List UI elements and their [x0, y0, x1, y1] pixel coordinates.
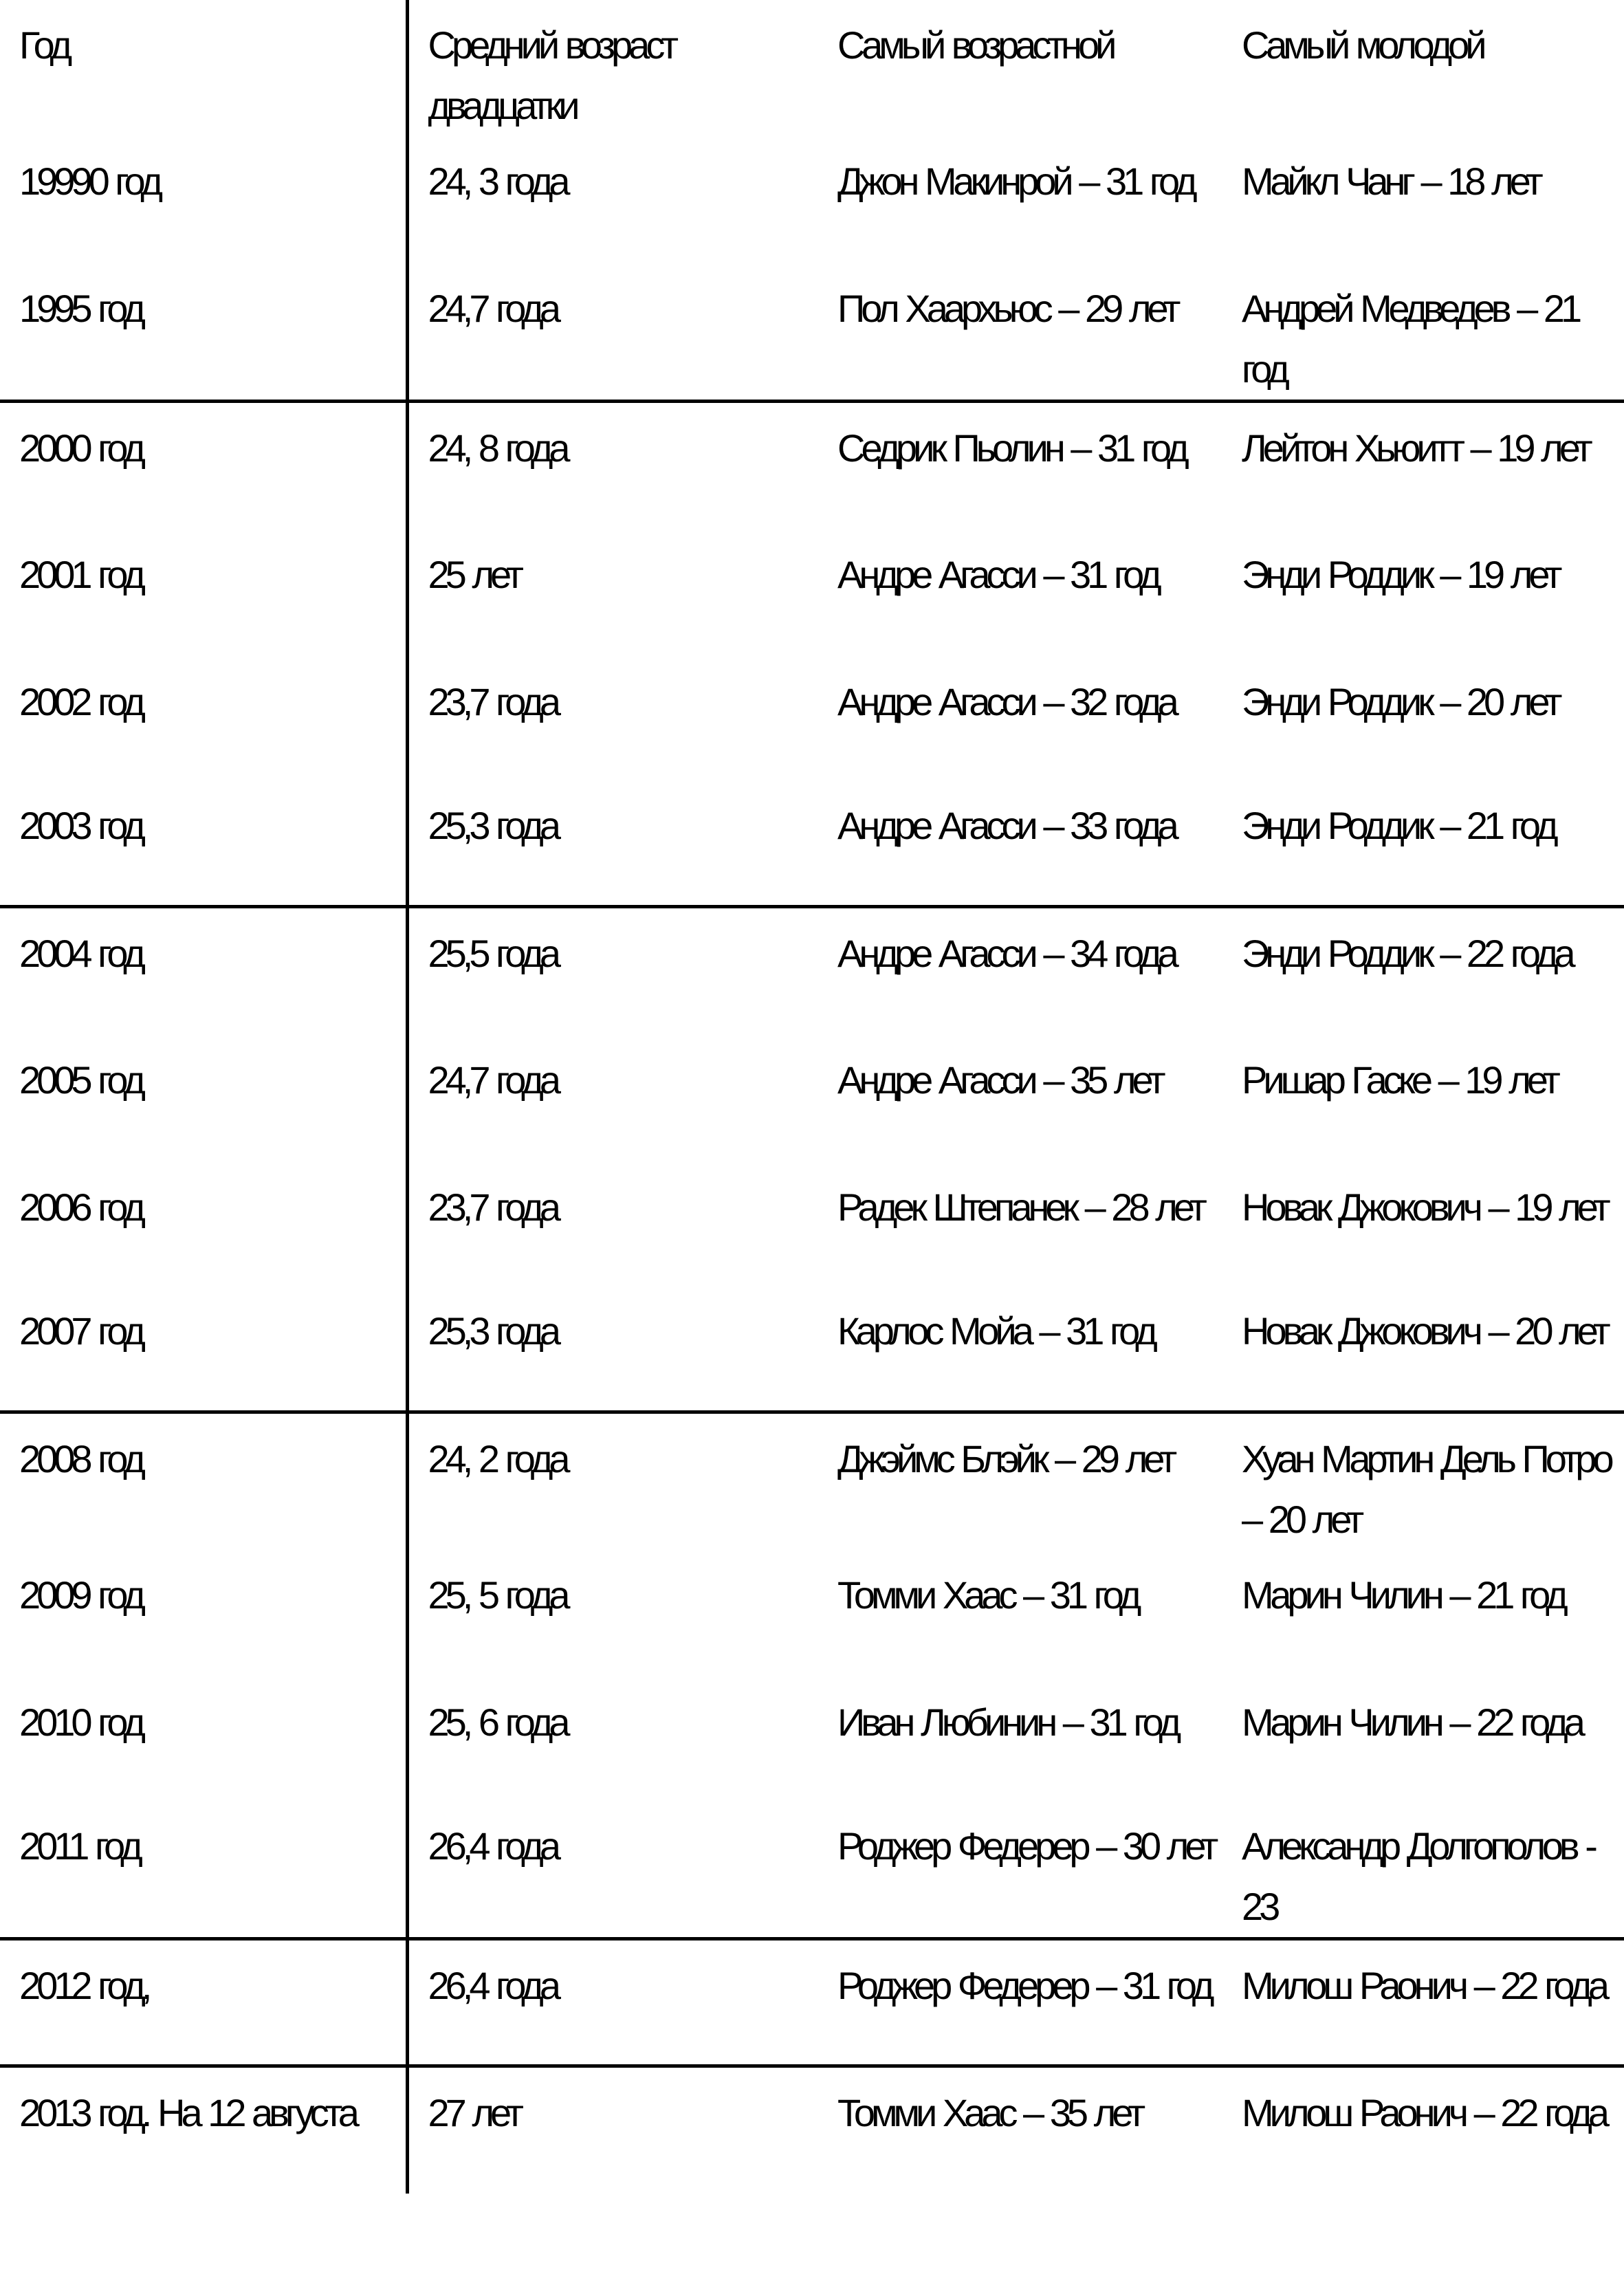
header-avg-age: Средний возраст двадцатки — [428, 23, 674, 127]
row-oldest: Андре Агасси – 31 год — [837, 552, 1158, 596]
row-year: 2006 год — [0, 1162, 407, 1286]
row-avg-age: 26,4 года — [428, 1824, 557, 1868]
row-oldest: Иван Любинин – 31 год — [837, 1701, 1178, 1744]
row-youngest: Новак Джокович – 20 лет — [1242, 1309, 1607, 1353]
row-year: 2007 год — [0, 1286, 407, 1412]
row-year: 19990 год — [0, 136, 407, 263]
row-year: 2005 год — [0, 1035, 407, 1162]
row-avg-age: 24, 8 года — [407, 402, 818, 529]
row-oldest: Андре Агасси – 35 лет — [837, 1058, 1162, 1102]
header-row — [0, 0, 1624, 136]
table-row — [0, 1939, 1624, 2066]
row-year: 2009 год — [0, 1550, 407, 1677]
row-oldest: Андре Агасси – 32 года — [837, 679, 1175, 723]
row-avg-age: 24, 3 года — [428, 160, 567, 203]
table-row — [0, 263, 1624, 402]
table-row — [0, 1286, 1624, 1412]
row-youngest: Энди Роддик – 19 лет — [1242, 552, 1559, 596]
row-year: 2001 год — [0, 529, 407, 657]
table-row — [0, 402, 1624, 529]
row-youngest: Майкл Чанг – 18 лет — [1242, 160, 1539, 203]
row-youngest: Лейтон Хьюитт – 19 лет — [1222, 402, 1624, 529]
row-avg-age: 25,3 года — [428, 803, 557, 847]
table-row — [0, 1162, 1624, 1286]
row-avg-age: 25, 6 года — [428, 1701, 567, 1744]
row-year: 2012 год, — [0, 1939, 407, 2066]
row-youngest: Энди Роддик – 20 лет — [1242, 679, 1559, 723]
row-year: 2004 год — [0, 907, 407, 1035]
row-oldest: Карлос Мойа – 31 год — [837, 1309, 1154, 1353]
row-oldest: Томми Хаас – 35 лет — [818, 2066, 1222, 2194]
table-row — [0, 657, 1624, 780]
row-year: 2000 год — [0, 402, 407, 529]
row-year: 2008 год — [0, 1412, 407, 1551]
row-avg-age: 23,7 года — [428, 1185, 557, 1229]
row-youngest: Марин Чилин – 22 года — [1242, 1701, 1581, 1744]
table-row — [0, 136, 1624, 263]
row-avg-age: 25, 5 года — [428, 1573, 567, 1617]
table-row — [0, 1677, 1624, 1801]
row-oldest: Пол Хаархьюс – 29 лет — [837, 287, 1177, 330]
row-year: 2011 год — [0, 1801, 407, 1939]
table-row — [0, 780, 1624, 907]
row-youngest: Хуан Мартин Дель Потро – 20 лет — [1222, 1412, 1624, 1551]
row-year: 2003 год — [0, 780, 407, 907]
row-oldest: Роджер Федерер – 31 год — [818, 1939, 1222, 2066]
row-oldest: Андре Агасси – 33 года — [837, 803, 1175, 847]
row-oldest: Радек Штепанек – 28 лет — [837, 1185, 1203, 1229]
row-oldest: Джон Макинрой – 31 год — [837, 160, 1194, 203]
table-row — [0, 1035, 1624, 1162]
row-avg-age: 24, 2 года — [407, 1412, 818, 1551]
table-row — [0, 2066, 1624, 2194]
row-avg-age: 23,7 года — [428, 679, 557, 723]
row-avg-age: 27 лет — [407, 2066, 818, 2194]
row-youngest: Милош Раонич – 22 года — [1222, 1939, 1624, 2066]
row-youngest: Милош Раонич – 22 года — [1222, 2066, 1624, 2194]
row-youngest: Ришар Гаске – 19 лет — [1242, 1058, 1557, 1102]
row-youngest: Марин Чилин – 21 год — [1242, 1573, 1564, 1617]
table-row — [0, 529, 1624, 657]
table-row — [0, 907, 1624, 1035]
row-oldest: Роджер Федерер – 30 лет — [837, 1824, 1215, 1868]
header-year: Год — [0, 0, 407, 136]
row-oldest: Андре Агасси – 34 года — [818, 907, 1222, 1035]
row-year: 2013 год. На 12 августа — [0, 2066, 407, 2194]
table-row — [0, 1412, 1624, 1551]
row-avg-age: 25 лет — [428, 552, 520, 596]
header-oldest: Самый возрастной — [837, 23, 1113, 67]
row-year: 2010 год — [0, 1677, 407, 1801]
table-row — [0, 1801, 1624, 1939]
row-oldest: Джэймс Блэйк – 29 лет — [818, 1412, 1222, 1551]
row-youngest: Новак Джокович – 19 лет — [1242, 1185, 1607, 1229]
row-youngest: Андрей Медведев – 21 год — [1242, 287, 1579, 391]
row-youngest: Александр Долгополов - 23 — [1242, 1824, 1594, 1928]
row-avg-age: 25,5 года — [407, 907, 818, 1035]
row-year: 1995 год — [0, 263, 407, 402]
row-oldest: Седрик Пьолин – 31 год — [818, 402, 1222, 529]
row-avg-age: 26,4 года — [407, 1939, 818, 2066]
row-youngest: Энди Роддик – 21 год — [1242, 803, 1555, 847]
header-youngest: Самый молодой — [1242, 23, 1483, 67]
row-avg-age: 24,7 года — [428, 287, 557, 330]
table-row — [0, 1550, 1624, 1677]
row-year: 2002 год — [0, 657, 407, 780]
row-oldest: Томми Хаас – 31 год — [837, 1573, 1138, 1617]
row-avg-age: 25,3 года — [428, 1309, 557, 1353]
row-youngest: Энди Роддик – 22 года — [1222, 907, 1624, 1035]
row-avg-age: 24,7 года — [428, 1058, 557, 1102]
